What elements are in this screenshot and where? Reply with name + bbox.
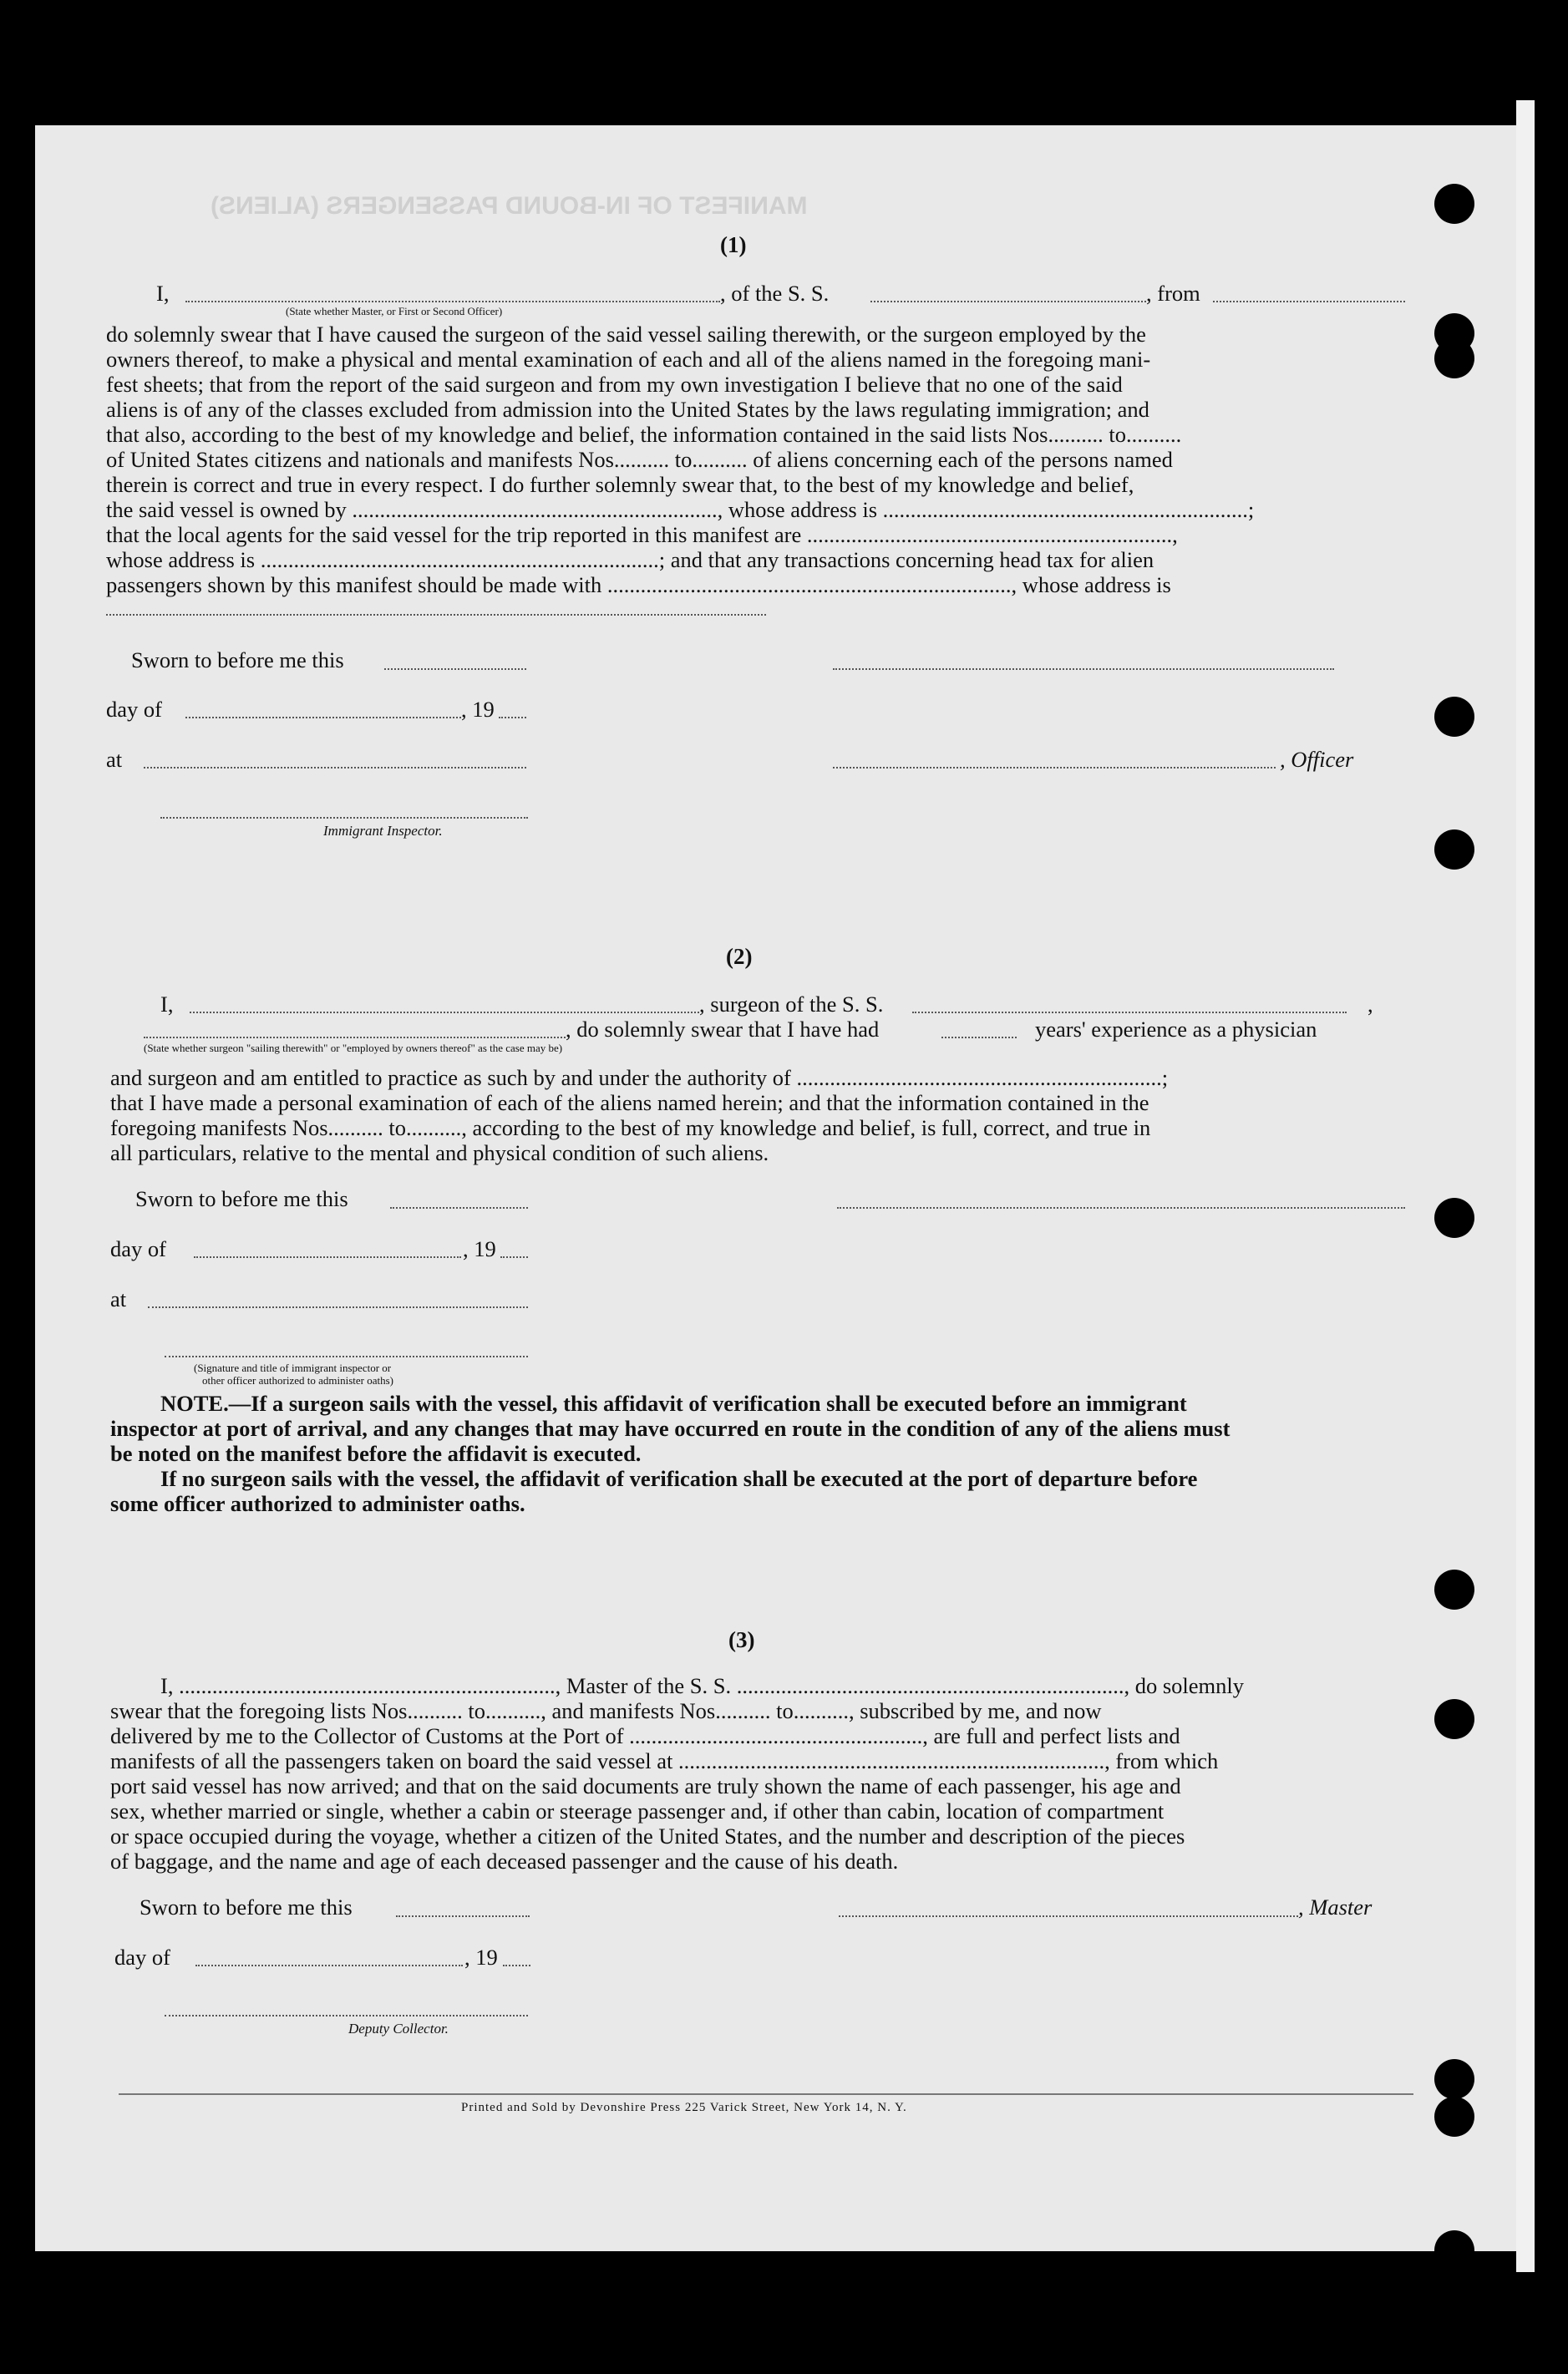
aff1-line-9: that the local agents for the said vessel for the trip reported in this manifest are .................................................................., [106,522,1178,547]
aff1-line-1: do solemnly swear that I have caused the surgeon of the said vessel sailing therewith, or the surgeon employed by the [106,322,1146,347]
aff1-line-5: that also, according to the best of my knowledge and belief, the information contained in the said lists Nos.......... to.......... [106,422,1182,447]
note-line-5: some officer authorized to administer oaths. [110,1491,525,1516]
form-page [35,125,1530,2251]
binder-hole [1434,1198,1474,1238]
aff2-i-label: I, [160,992,174,1017]
aff3-sworn-line [396,1915,530,1917]
aff3-day-line [195,1965,463,1966]
aff2-name-line [190,1012,699,1013]
aff1-sig-line-top [833,668,1334,670]
paper-edge [1516,100,1535,2272]
binder-hole [1434,697,1474,737]
aff2-comma: , [1368,992,1373,1017]
aff1-line-3: fest sheets; that from the report of the said surgeon and from my own investigation I believe that no one of the said [106,372,1123,397]
aff2-at-line [148,1306,528,1308]
aff2-state-note: (State whether surgeon "sailing therewith" or "employed by owners thereof" as the case may be) [144,1042,563,1054]
aff3-sworn-label: Sworn to before me this [140,1895,353,1920]
binder-hole [1434,2230,1474,2270]
binder-hole [1434,829,1474,870]
aff2-at-label: at [110,1286,127,1311]
aff1-line-4: aliens is of any of the classes excluded from admission into the United States by the laws regulating immigration; and [106,397,1149,422]
aff1-inspector-line [160,817,528,819]
aff1-from-line [1213,301,1405,302]
binder-hole [1434,2097,1474,2137]
aff2-surgeon-of-label: , surgeon of the S. S. [699,992,884,1017]
aff2-line-3: foregoing manifests Nos.......... to.........., according to the best of my knowledge and belief, is full, correct, and true in [110,1115,1151,1140]
note-line-1: NOTE.—If a surgeon sails with the vessel, this affidavit of verification shall be executed before an immigrant [160,1391,1187,1416]
aff1-ship-line [870,301,1146,302]
aff3-collector-label: Deputy Collector. [348,2021,449,2037]
aff3-line-8: of baggage, and the name and age of each deceased passenger and the cause of his death. [110,1849,899,1874]
aff1-i-label: I, [156,281,170,306]
aff3-year-label: , 19 [464,1945,498,1970]
binder-hole [1434,184,1474,224]
aff2-year-line [500,1256,528,1258]
footer-rule [119,2093,1413,2095]
aff1-year-label: , 19 [461,697,495,722]
aff2-status-line [144,1037,566,1038]
aff1-day-label: day of [106,697,162,722]
aff3-line-7: or space occupied during the voyage, whether a citizen of the United States, and the number and description of the pieces [110,1824,1185,1849]
aff1-officer-line [833,767,1276,769]
aff1-at-label: at [106,747,123,772]
aff1-name-line [185,301,720,302]
aff1-officer-label: , Officer [1280,747,1354,772]
aff1-from-label: , from [1146,281,1200,306]
aff3-line-3: delivered by me to the Collector of Customs at the Port of ....................................................., are full and perfect lists and [110,1723,1180,1748]
aff2-line-4: all particulars, relative to the mental and physical condition of such aliens. [110,1140,769,1165]
aff2-sig-note-2: other officer authorized to administer oaths) [202,1374,393,1387]
aff2-sig-line [837,1207,1405,1209]
aff2-sworn-line [390,1207,528,1209]
aff1-line-7: therein is correct and true in every respect. I do further solemnly swear that, to the best of my knowledge and belief, [106,472,1134,497]
bleed-through-title: MANIFEST OF IN-BOUND PASSENGERS (ALIENS) [211,192,808,220]
aff1-sworn-line [384,668,526,670]
aff1-line-6: of United States citizens and nationals and manifests Nos.......... to.......... of aliens concerning each of the persons named [106,447,1173,472]
aff2-years-line [941,1037,1017,1038]
note-line-4: If no surgeon sails with the vessel, the affidavit of verification shall be executed at the port of departure before [160,1466,1198,1491]
aff3-collector-line [165,2015,528,2016]
aff1-line-10: whose address is ........................................................................; and that any transactions concerning head tax for alien [106,547,1154,572]
binder-hole [1434,1699,1474,1739]
aff2-sig-note-1: (Signature and title of immigrant inspector or [194,1362,392,1374]
aff2-line-1: and surgeon and am entitled to practice as such by and under the authority of ..................................................................; [110,1065,1169,1090]
aff1-inspector-label: Immigrant Inspector. [323,823,443,839]
binder-hole [1434,338,1474,378]
aff1-year-line [499,717,526,718]
aff3-year-line [503,1965,530,1966]
aff1-state-note: (State whether Master, or First or Second Officer) [286,305,503,317]
aff1-day-line [185,717,461,718]
aff3-master-line [839,1915,1298,1917]
printer-imprint: Printed and Sold by Devonshire Press 225 Varick Street, New York 14, N. Y. [461,2101,907,2114]
aff2-day-line [194,1256,461,1258]
aff2-sig-inspector-line [165,1356,528,1357]
aff2-line-2: that I have made a personal examination of each of the aliens named herein; and that the information contained in the [110,1090,1149,1115]
note-line-2: inspector at port of arrival, and any changes that may have occurred en route in the condition of any of the aliens must [110,1416,1231,1441]
aff2-year-label: , 19 [463,1236,496,1261]
aff3-line-5: port said vessel has now arrived; and that on the said documents are truly shown the name of each passenger, his age and [110,1773,1181,1798]
section-number-1: (1) [720,232,747,257]
binder-hole [1434,2059,1474,2099]
aff1-line-11: passengers shown by this manifest should be made with ........................................................................., whose address is [106,572,1171,597]
aff1-line-8: the said vessel is owned by .................................................................., whose address is ..................................................................; [106,497,1255,522]
aff1-at-line [144,767,526,769]
aff3-line-4: manifests of all the passengers taken on board the said vessel at ............................................................................., from which [110,1748,1219,1773]
section-number-3: (3) [728,1627,755,1652]
aff3-line-1: I, ...................................................................., Master of the S. S. ......................................................................, do solemnly [160,1673,1244,1698]
aff2-day-label: day of [110,1236,166,1261]
aff2-sworn-label: Sworn to before me this [135,1186,348,1211]
section-number-2: (2) [726,944,753,969]
binder-hole [1434,1570,1474,1610]
aff3-line-6: sex, whether married or single, whether a cabin or steerage passenger and, if other than cabin, location of compartment [110,1798,1165,1824]
aff2-ship-line [912,1012,1347,1013]
aff3-day-label: day of [114,1945,170,1970]
aff3-line-2: swear that the foregoing lists Nos.......... to.........., and manifests Nos.......... to.........., subscribed by me, and now [110,1698,1102,1723]
aff1-line-2: owners thereof, to make a physical and mental examination of each and all of the aliens named in the foregoing mani- [106,347,1151,372]
aff3-master-label: , Master [1298,1895,1373,1920]
aff1-of-ss-label: , of the S. S. [720,281,830,306]
aff1-address-line [106,614,766,616]
aff2-solemnly-label: , do solemnly swear that I have had [566,1017,880,1042]
aff1-sworn-label: Sworn to before me this [131,647,344,672]
aff2-years-label: years' experience as a physician [1035,1017,1317,1042]
note-line-3: be noted on the manifest before the affidavit is executed. [110,1441,642,1466]
